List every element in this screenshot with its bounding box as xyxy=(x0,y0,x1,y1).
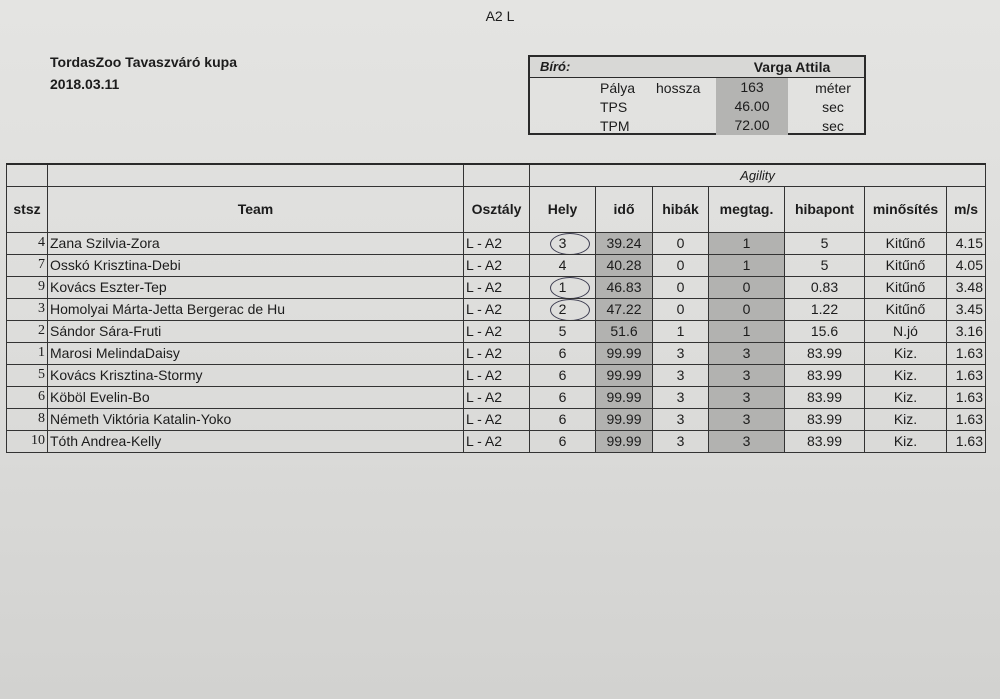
cell-ido: 99.99 xyxy=(596,386,653,408)
cell-megtag: 1 xyxy=(709,320,785,342)
place-value: 6 xyxy=(558,433,567,449)
cell-ido: 47.22 xyxy=(596,298,653,320)
cell-megtag: 1 xyxy=(709,254,785,276)
cell-osztaly: L - A2 xyxy=(464,320,530,342)
cell-hibapont: 15.6 xyxy=(785,320,865,342)
cell-ms: 3.45 xyxy=(947,298,986,320)
cell-stsz: 8 xyxy=(7,408,48,430)
event-date: 2018.03.11 xyxy=(50,76,120,92)
event-title: TordasZoo Tavaszváró kupa xyxy=(50,54,237,70)
cell-hibak: 1 xyxy=(653,320,709,342)
table-row xyxy=(7,298,986,320)
cell-minosites: Kitűnő xyxy=(865,276,947,298)
cell-hibapont: 83.99 xyxy=(785,430,865,452)
cell-team: Köböl Evelin-Bo xyxy=(48,386,464,408)
cell-minosites: Kiz. xyxy=(865,408,947,430)
col-hibak: hibák xyxy=(653,186,709,232)
cell-osztaly: L - A2 xyxy=(464,430,530,452)
cell-hibak: 3 xyxy=(653,364,709,386)
cell-hibak: 3 xyxy=(653,430,709,452)
cell-minosites: Kiz. xyxy=(865,386,947,408)
cell-ms: 3.48 xyxy=(947,276,986,298)
cell-minosites: Kitűnő xyxy=(865,232,947,254)
cell-team: Zana Szilvia-Zora xyxy=(48,232,464,254)
place-value: 6 xyxy=(558,367,567,383)
cell-stsz: 10 xyxy=(7,430,48,452)
cell-ms: 1.63 xyxy=(947,342,986,364)
place-value: 6 xyxy=(558,389,567,405)
cell-hely xyxy=(530,320,596,342)
tps-row xyxy=(530,97,864,116)
cell-hibapont: 5 xyxy=(785,232,865,254)
cell-ido: 99.99 xyxy=(596,364,653,386)
place-value: 6 xyxy=(558,345,567,361)
handwritten-circle xyxy=(550,299,590,321)
cell-hibak: 3 xyxy=(653,342,709,364)
table-row xyxy=(7,254,986,276)
cell-hibapont: 0.83 xyxy=(785,276,865,298)
cell-megtag: 3 xyxy=(709,342,785,364)
info-name: Pálya xyxy=(600,80,636,96)
cell-ido: 40.28 xyxy=(596,254,653,276)
cell-team: Kovács Eszter-Tep xyxy=(48,276,464,298)
col-team: Team xyxy=(48,186,464,232)
cell-hibak: 0 xyxy=(653,298,709,320)
handwritten-circle xyxy=(550,233,590,255)
cell-hibapont: 83.99 xyxy=(785,342,865,364)
col-ms: m/s xyxy=(947,186,986,232)
cell-stsz: 6 xyxy=(7,386,48,408)
cell-minosites: N.jó xyxy=(865,320,947,342)
cell-megtag: 0 xyxy=(709,298,785,320)
cell-osztaly: L - A2 xyxy=(464,364,530,386)
col-stsz: stsz xyxy=(7,186,48,232)
cell-ido: 99.99 xyxy=(596,408,653,430)
cell-hibapont: 83.99 xyxy=(785,364,865,386)
table-row xyxy=(7,364,986,386)
cell-osztaly: L - A2 xyxy=(464,342,530,364)
cell-stsz: 4 xyxy=(7,232,48,254)
cell-hely xyxy=(530,232,596,254)
table-row xyxy=(7,386,986,408)
handwritten-circle xyxy=(550,277,590,299)
table-row xyxy=(7,408,986,430)
cell-minosites: Kiz. xyxy=(865,430,947,452)
info-name2: hossza xyxy=(656,80,701,96)
info-unit: sec xyxy=(822,118,844,134)
cell-minosites: Kitűnő xyxy=(865,298,947,320)
table-row xyxy=(7,232,986,254)
cell-ms: 1.63 xyxy=(947,408,986,430)
cell-osztaly: L - A2 xyxy=(464,276,530,298)
cell-stsz: 7 xyxy=(7,254,48,276)
cell-ms: 1.63 xyxy=(947,386,986,408)
place-value: 5 xyxy=(558,323,567,339)
judge-header xyxy=(530,57,864,78)
cell-minosites: Kiz. xyxy=(865,342,947,364)
table-row xyxy=(7,430,986,452)
place-value: 2 xyxy=(558,301,567,317)
section-row xyxy=(7,164,986,186)
info-value: 163 xyxy=(716,78,788,97)
cell-megtag: 1 xyxy=(709,232,785,254)
col-minosites: minősítés xyxy=(865,186,947,232)
cell-hely xyxy=(530,408,596,430)
cell-hely xyxy=(530,298,596,320)
info-unit: sec xyxy=(822,99,844,115)
cell-megtag: 3 xyxy=(709,408,785,430)
cell-megtag: 3 xyxy=(709,386,785,408)
cell-hibak: 0 xyxy=(653,254,709,276)
table-row xyxy=(7,320,986,342)
cell-megtag: 3 xyxy=(709,430,785,452)
cell-hibapont: 5 xyxy=(785,254,865,276)
tpm-row xyxy=(530,116,864,135)
cell-stsz: 9 xyxy=(7,276,48,298)
col-hibapont: hibapont xyxy=(785,186,865,232)
cell-team: Osskó Krisztina-Debi xyxy=(48,254,464,276)
cell-ms: 4.05 xyxy=(947,254,986,276)
cell-hibapont: 83.99 xyxy=(785,408,865,430)
cell-ms: 3.16 xyxy=(947,320,986,342)
cell-ido: 46.83 xyxy=(596,276,653,298)
cell-osztaly: L - A2 xyxy=(464,254,530,276)
info-name: TPS xyxy=(600,99,628,115)
cell-ido: 51.6 xyxy=(596,320,653,342)
info-value: 46.00 xyxy=(716,97,788,116)
cell-team: Sándor Sára-Fruti xyxy=(48,320,464,342)
cell-hely xyxy=(530,276,596,298)
place-value: 1 xyxy=(558,279,567,295)
col-megtag: megtag. xyxy=(709,186,785,232)
place-value: 6 xyxy=(558,411,567,427)
cell-team: Homolyai Márta-Jetta Bergerac de Hu xyxy=(48,298,464,320)
table-row xyxy=(7,276,986,298)
cell-hibak: 0 xyxy=(653,276,709,298)
place-value: 3 xyxy=(558,235,567,251)
cell-stsz: 5 xyxy=(7,364,48,386)
cell-hely xyxy=(530,364,596,386)
cell-ido: 99.99 xyxy=(596,342,653,364)
cell-osztaly: L - A2 xyxy=(464,232,530,254)
cell-hely xyxy=(530,386,596,408)
cell-stsz: 2 xyxy=(7,320,48,342)
cell-osztaly: L - A2 xyxy=(464,298,530,320)
info-unit: méter xyxy=(815,80,851,96)
cell-minosites: Kiz. xyxy=(865,364,947,386)
section-label: Agility xyxy=(530,164,986,186)
place-value: 4 xyxy=(558,257,567,273)
cell-megtag: 0 xyxy=(709,276,785,298)
cell-team: Marosi MelindaDaisy xyxy=(48,342,464,364)
cell-hely xyxy=(530,430,596,452)
cell-osztaly: L - A2 xyxy=(464,386,530,408)
cell-team: Kovács Krisztina-Stormy xyxy=(48,364,464,386)
cell-stsz: 1 xyxy=(7,342,48,364)
table-row xyxy=(7,342,986,364)
cell-hibak: 3 xyxy=(653,408,709,430)
cell-hibak: 3 xyxy=(653,386,709,408)
cell-ms: 1.63 xyxy=(947,364,986,386)
cell-ms: 1.63 xyxy=(947,430,986,452)
cell-ido: 99.99 xyxy=(596,430,653,452)
cell-hely xyxy=(530,342,596,364)
cell-ido: 39.24 xyxy=(596,232,653,254)
cell-hibapont: 83.99 xyxy=(785,386,865,408)
cell-hibapont: 1.22 xyxy=(785,298,865,320)
judge-info-box xyxy=(528,55,866,135)
info-value: 72.00 xyxy=(716,116,788,135)
info-name: TPM xyxy=(600,118,630,134)
course-length-row xyxy=(530,78,864,97)
header-row xyxy=(7,186,986,232)
cell-hely xyxy=(530,254,596,276)
cell-team: Tóth Andrea-Kelly xyxy=(48,430,464,452)
judge-label: Bíró: xyxy=(540,59,571,74)
cell-stsz: 3 xyxy=(7,298,48,320)
cell-hibak: 0 xyxy=(653,232,709,254)
cell-team: Németh Viktória Katalin-Yoko xyxy=(48,408,464,430)
judge-name: Varga Attila xyxy=(753,59,831,75)
cell-minosites: Kitűnő xyxy=(865,254,947,276)
page-label: A2 L xyxy=(485,8,515,24)
col-hely: Hely xyxy=(530,186,596,232)
col-ido: idő xyxy=(596,186,653,232)
cell-megtag: 3 xyxy=(709,364,785,386)
cell-ms: 4.15 xyxy=(947,232,986,254)
results-table xyxy=(6,163,986,453)
cell-osztaly: L - A2 xyxy=(464,408,530,430)
col-osztaly: Osztály xyxy=(464,186,530,232)
